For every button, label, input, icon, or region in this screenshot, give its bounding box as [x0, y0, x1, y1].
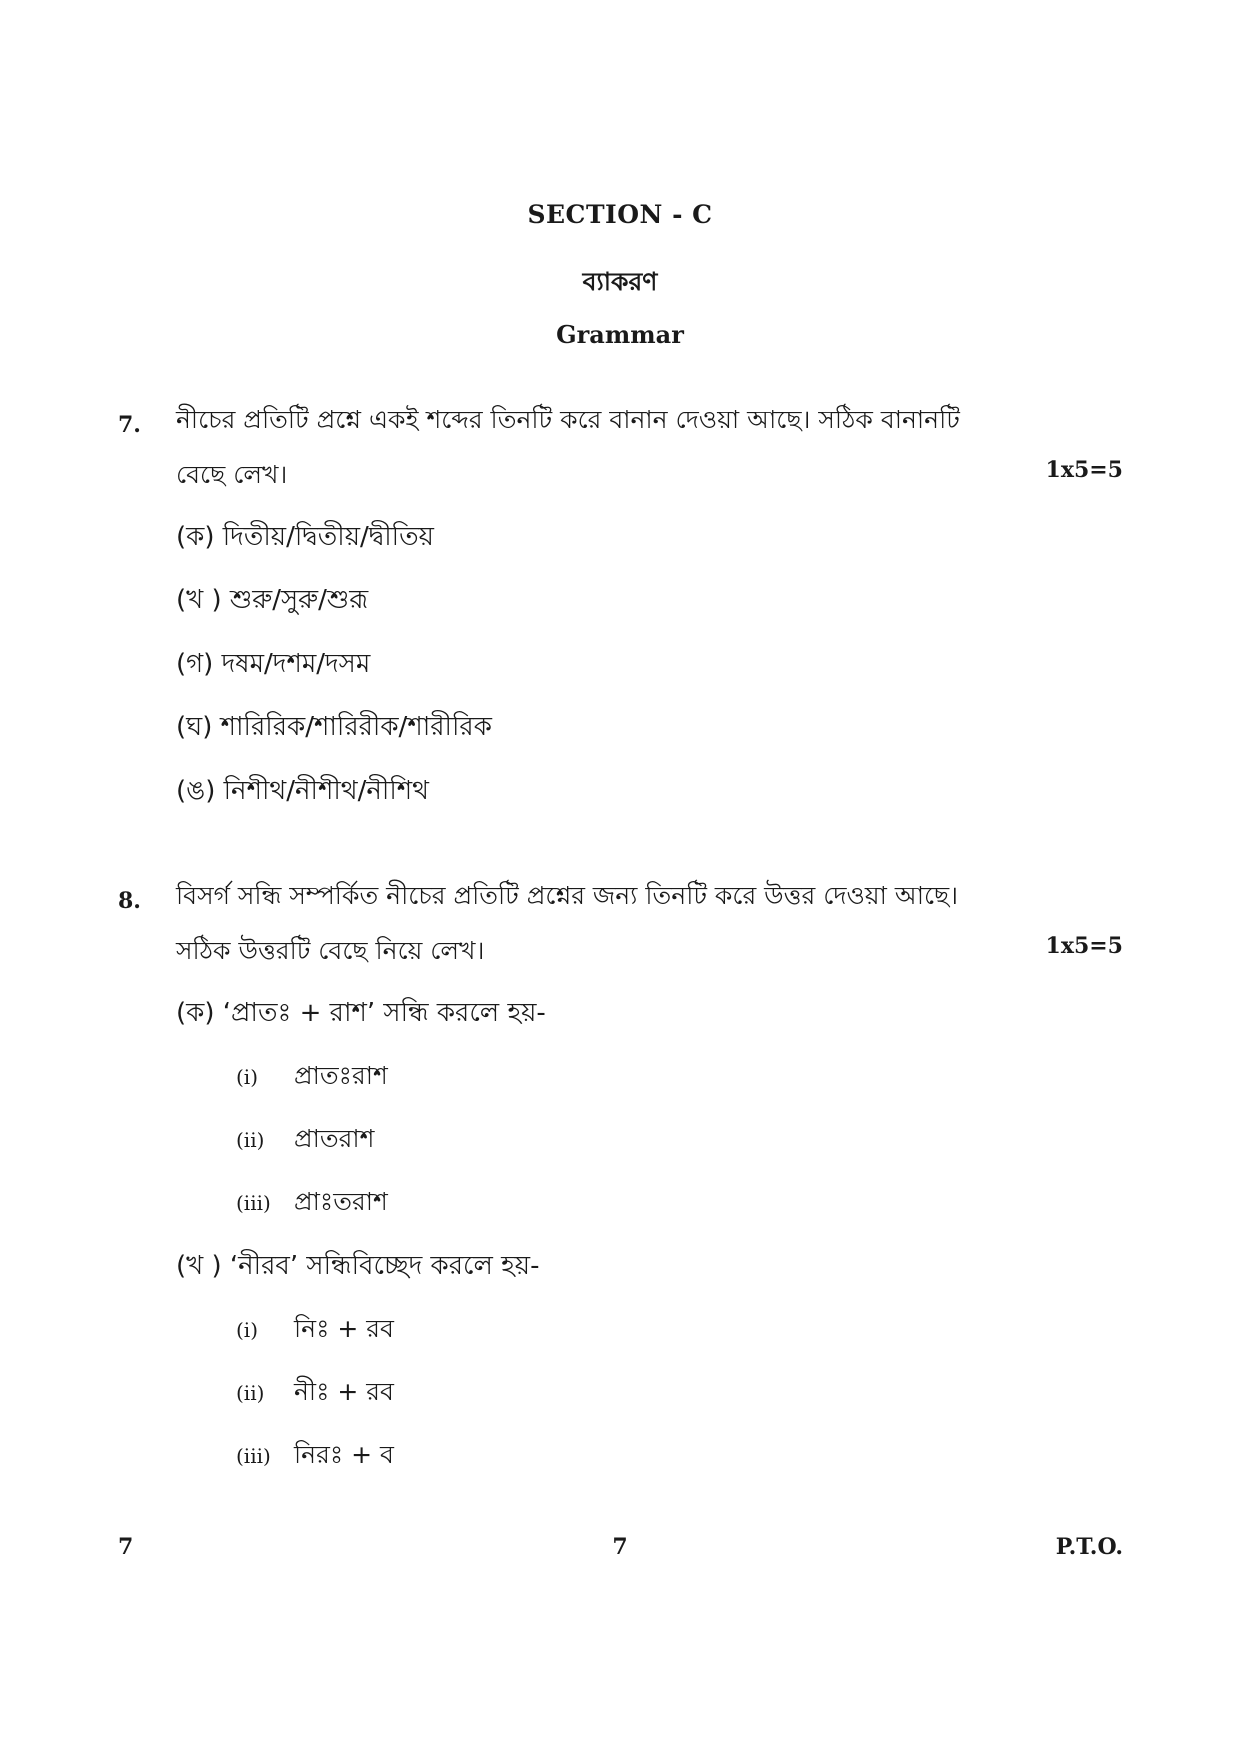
- question-7-option-gha: (ঘ) শারিরিক/শারিরীক/শারীরিক: [176, 712, 492, 742]
- footer-page-number: 7: [612, 1534, 628, 1560]
- question-8-part-ka-choice-2: [236, 1119, 374, 1162]
- question-7-option-kha: (খ ) শুরু/সুরু/শুরূ: [176, 585, 369, 615]
- question-8-text-line1: বিসর্গ সন্ধি সম্পর্কিত নীচের প্রতিটি প্রশ্নের জন্য তিনটি করে উত্তর দেওয়া আছে।: [176, 881, 959, 910]
- question-7-option-ka: (ক) দিতীয়/দ্বিতীয়/দ্বীতিয়: [176, 522, 434, 552]
- question-7-text-line1: নীচের প্রতিটি প্রশ্নে একই শব্দের তিনটি করে বানান দেওয়া আছে। সঠিক বানানটি: [176, 405, 960, 434]
- choice-text: প্রাতঃরাশ: [294, 1061, 388, 1090]
- choice-text: নীঃ + রব: [294, 1377, 394, 1406]
- choice-label: (i): [236, 1065, 259, 1089]
- question-7-text-line2: বেছে লেখ।: [176, 460, 288, 489]
- question-7-number: 7.: [118, 412, 141, 438]
- choice-text: নিরঃ + ব: [294, 1440, 394, 1469]
- question-8-part-kha-choice-3: [236, 1435, 394, 1478]
- question-8-part-kha-prompt: (খ ) ‘নীরব’ সন্ধিবিচ্ছেদ করলে হয়-: [176, 1251, 540, 1281]
- choice-label: (i): [236, 1318, 259, 1342]
- question-7-option-uma: (ঙ) নিশীথ/নীশীথ/নীশিথ: [176, 776, 429, 806]
- choice-label: (ii): [236, 1128, 265, 1152]
- question-7-option-ga: (গ) দষম/দশম/দসম: [176, 649, 371, 679]
- question-7-marks: 1x5=5: [1045, 457, 1123, 483]
- question-8-part-ka-choice-3: [236, 1182, 388, 1225]
- choice-text: প্রাঃতরাশ: [294, 1187, 388, 1216]
- question-8-part-kha-choice-2: [236, 1372, 394, 1415]
- choice-label: (iii): [236, 1191, 271, 1215]
- question-8-text-line2: সঠিক উত্তরটি বেছে নিয়ে লেখ।: [176, 936, 485, 965]
- question-8-part-kha-choice-1: [236, 1309, 394, 1352]
- choice-text: নিঃ + রব: [294, 1314, 394, 1343]
- question-8-marks: 1x5=5: [1045, 933, 1123, 959]
- question-8-number: 8.: [118, 888, 141, 914]
- footer-page-code: 7: [118, 1534, 134, 1560]
- choice-label: (iii): [236, 1444, 271, 1468]
- footer-pto: P.T.O.: [1055, 1534, 1123, 1560]
- choice-label: (ii): [236, 1381, 265, 1405]
- choice-text: প্রাতরাশ: [294, 1124, 375, 1153]
- question-8-part-ka-choice-1: [236, 1056, 388, 1099]
- english-title: Grammar: [556, 320, 684, 349]
- question-8-part-ka-prompt: (ক) ‘প্রাতঃ + রাশ’ সন্ধি করলে হয়-: [176, 998, 546, 1028]
- bengali-title: ব্যাকরণ: [582, 267, 658, 296]
- section-heading: SECTION - C: [527, 200, 713, 229]
